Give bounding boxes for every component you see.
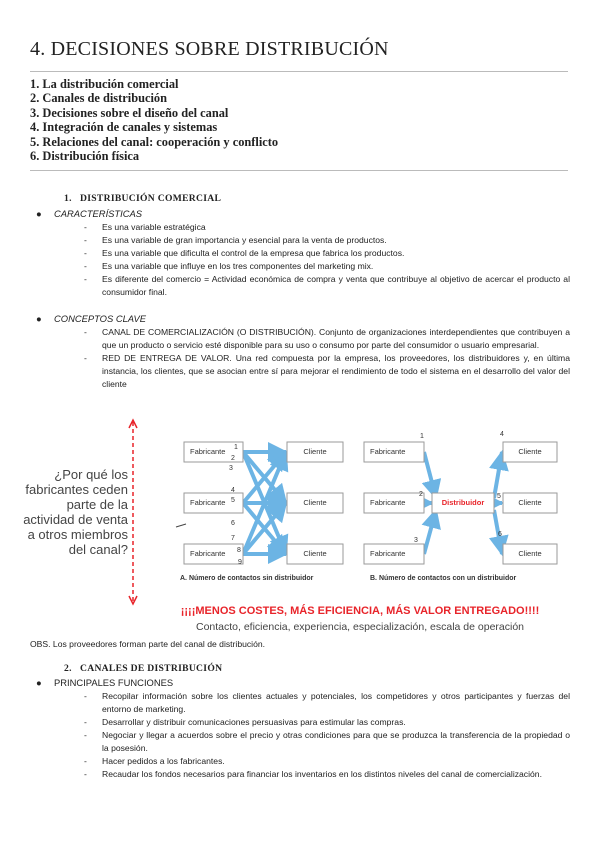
contact-number: 2 <box>231 455 235 462</box>
bullet-icon: ● <box>36 208 42 219</box>
slogan-banner: ¡¡¡¡MENOS COSTES, MÁS EFICIENCIA, MÁS VALOR ENTREGADO!!!! <box>180 605 540 617</box>
list-item: - Es una variable estratégica <box>88 221 570 234</box>
list-item: - Recaudar los fondos necesarios para financiar los inventarios en los distintos niveles del canal de comercialización. <box>88 768 570 781</box>
cliente-label: Cliente <box>518 549 542 558</box>
bullet-caracteristicas <box>36 208 142 219</box>
caption-a: A. Número de contactos sin distribuidor <box>180 575 314 582</box>
contact-number: 6 <box>231 520 235 527</box>
contact-number: 9 <box>238 559 242 566</box>
contact-number: 7 <box>231 535 235 542</box>
list-item: - Es una variable que dificulta el control de la empresa que fabrica los productos. <box>88 247 570 260</box>
cliente-label: Cliente <box>518 498 542 507</box>
list-item: - Es una variable de gran importancia y esencial para la venta de productos. <box>88 234 570 247</box>
slogan-subtitle: Contacto, eficiencia, experiencia, especialización, escala de operación <box>195 621 525 633</box>
toc-item[interactable]: 5. Relaciones del canal: cooperación y conflicto <box>30 134 279 149</box>
list-item: - Negociar y llegar a acuerdos sobre el precio y otras condiciones para que se produzca la transferencia de la propiedad o la posesión. <box>88 729 570 755</box>
question-line: actividad de venta <box>23 512 128 527</box>
bullet-icon: ● <box>36 677 42 688</box>
caracteristicas-list <box>88 221 570 299</box>
fabricante-label: Fabricante <box>190 447 226 456</box>
question-line: fabricantes ceden <box>25 482 128 497</box>
divider <box>30 71 568 72</box>
question-line: a otros miembros <box>27 527 128 542</box>
toc-item[interactable]: 6. Distribución física <box>30 149 140 164</box>
bullet-label: CARACTERÍSTICAS <box>54 208 143 219</box>
pointer-icon <box>176 524 186 527</box>
contact-number: 1 <box>234 444 238 451</box>
observation-note: OBS. Los proveedores forman parte del canal de distribución. <box>30 639 266 649</box>
toc-item[interactable]: 3. Decisiones sobre el diseño del canal <box>30 105 229 120</box>
page-title: 4. DECISIONES SOBRE DISTRIBUCIÓN <box>30 38 389 60</box>
cliente-label: Cliente <box>303 549 327 558</box>
toc-item[interactable]: 4. Integración de canales y sistemas <box>30 120 218 135</box>
contact-number: 5 <box>231 497 235 504</box>
fabricante-label: Fabricante <box>370 498 406 507</box>
funciones-list <box>88 690 570 781</box>
list-item: - RED DE ENTREGA DE VALOR. Una red compuesta por la empresa, los proveedores, los distribuidores y, en última instancia, los clientes, que se asocian entre sí para mejorar el rendimiento de todo el sistema en el desarrollo del valor del cliente <box>88 352 570 391</box>
cliente-label: Cliente <box>303 498 327 507</box>
fabricante-label: Fabricante <box>370 549 406 558</box>
fabricante-label: Fabricante <box>370 447 406 456</box>
bullet-funciones <box>36 677 173 688</box>
question-line: del canal? <box>68 542 128 557</box>
list-item: - Es diferente del comercio = Actividad económica de compra y venta que contribuye al objetivo de acercar el producto al consumidor final. <box>88 273 570 299</box>
section-number: 1. <box>64 193 72 204</box>
section-number: 2. <box>64 663 72 674</box>
caption-b: B. Número de contactos con un distribuidor <box>370 575 517 582</box>
table-of-contents <box>30 77 278 163</box>
toc-item[interactable]: 2. Canales de distribución <box>30 91 168 106</box>
arrows-a <box>243 452 286 554</box>
section-heading <box>64 663 222 674</box>
distribution-diagram <box>0 418 600 638</box>
cliente-label: Cliente <box>303 447 327 456</box>
bullet-label: PRINCIPALES FUNCIONES <box>54 677 174 688</box>
bullet-conceptos <box>36 313 146 324</box>
contact-number: 3 <box>229 465 233 472</box>
bullet-icon: ● <box>36 313 42 324</box>
list-item: - Desarrollar y distribuir comunicaciones persuasivas para estimular las compras. <box>88 716 570 729</box>
cliente-label: Cliente <box>518 447 542 456</box>
divider <box>30 170 568 171</box>
toc-item[interactable]: 1. La distribución comercial <box>30 77 179 91</box>
contact-number: 3 <box>414 537 418 544</box>
contact-number: 8 <box>237 547 241 554</box>
section-title: CANALES DE DISTRIBUCIÓN <box>80 663 223 674</box>
list-item: - Es una variable que influye en los tres componentes del marketing mix. <box>88 260 570 273</box>
list-item: - Recopilar información sobre los clientes actuales y potenciales, los competidores y otros participantes y fuerzas del entorno de marketing. <box>88 690 570 716</box>
bullet-label: CONCEPTOS CLAVE <box>54 313 147 324</box>
fabricante-label: Fabricante <box>190 498 226 507</box>
distribuidor-label: Distribuidor <box>441 498 485 507</box>
contact-number: 4 <box>500 431 504 438</box>
contact-number: 4 <box>231 487 235 494</box>
section-heading <box>64 193 221 204</box>
contact-number: 6 <box>498 531 502 538</box>
list-item: - Hacer pedidos a los fabricantes. <box>88 755 570 768</box>
question-line: parte de la <box>66 497 128 512</box>
section-title: DISTRIBUCIÓN COMERCIAL <box>80 193 222 204</box>
conceptos-list <box>88 326 570 391</box>
list-item: - CANAL DE COMERCIALIZACIÓN (O DISTRIBUCIÓN). Conjunto de organizaciones interdependientes que contribuyen a que un producto o servicio esté disponible para su uso o consumo por parte del consumidor o usuario empresarial. <box>88 326 570 352</box>
contact-number: 5 <box>497 493 501 500</box>
fabricante-label: Fabricante <box>190 549 226 558</box>
question-line: ¿Por qué los <box>54 467 128 482</box>
contact-number: 2 <box>419 491 423 498</box>
contact-number: 1 <box>420 433 424 440</box>
